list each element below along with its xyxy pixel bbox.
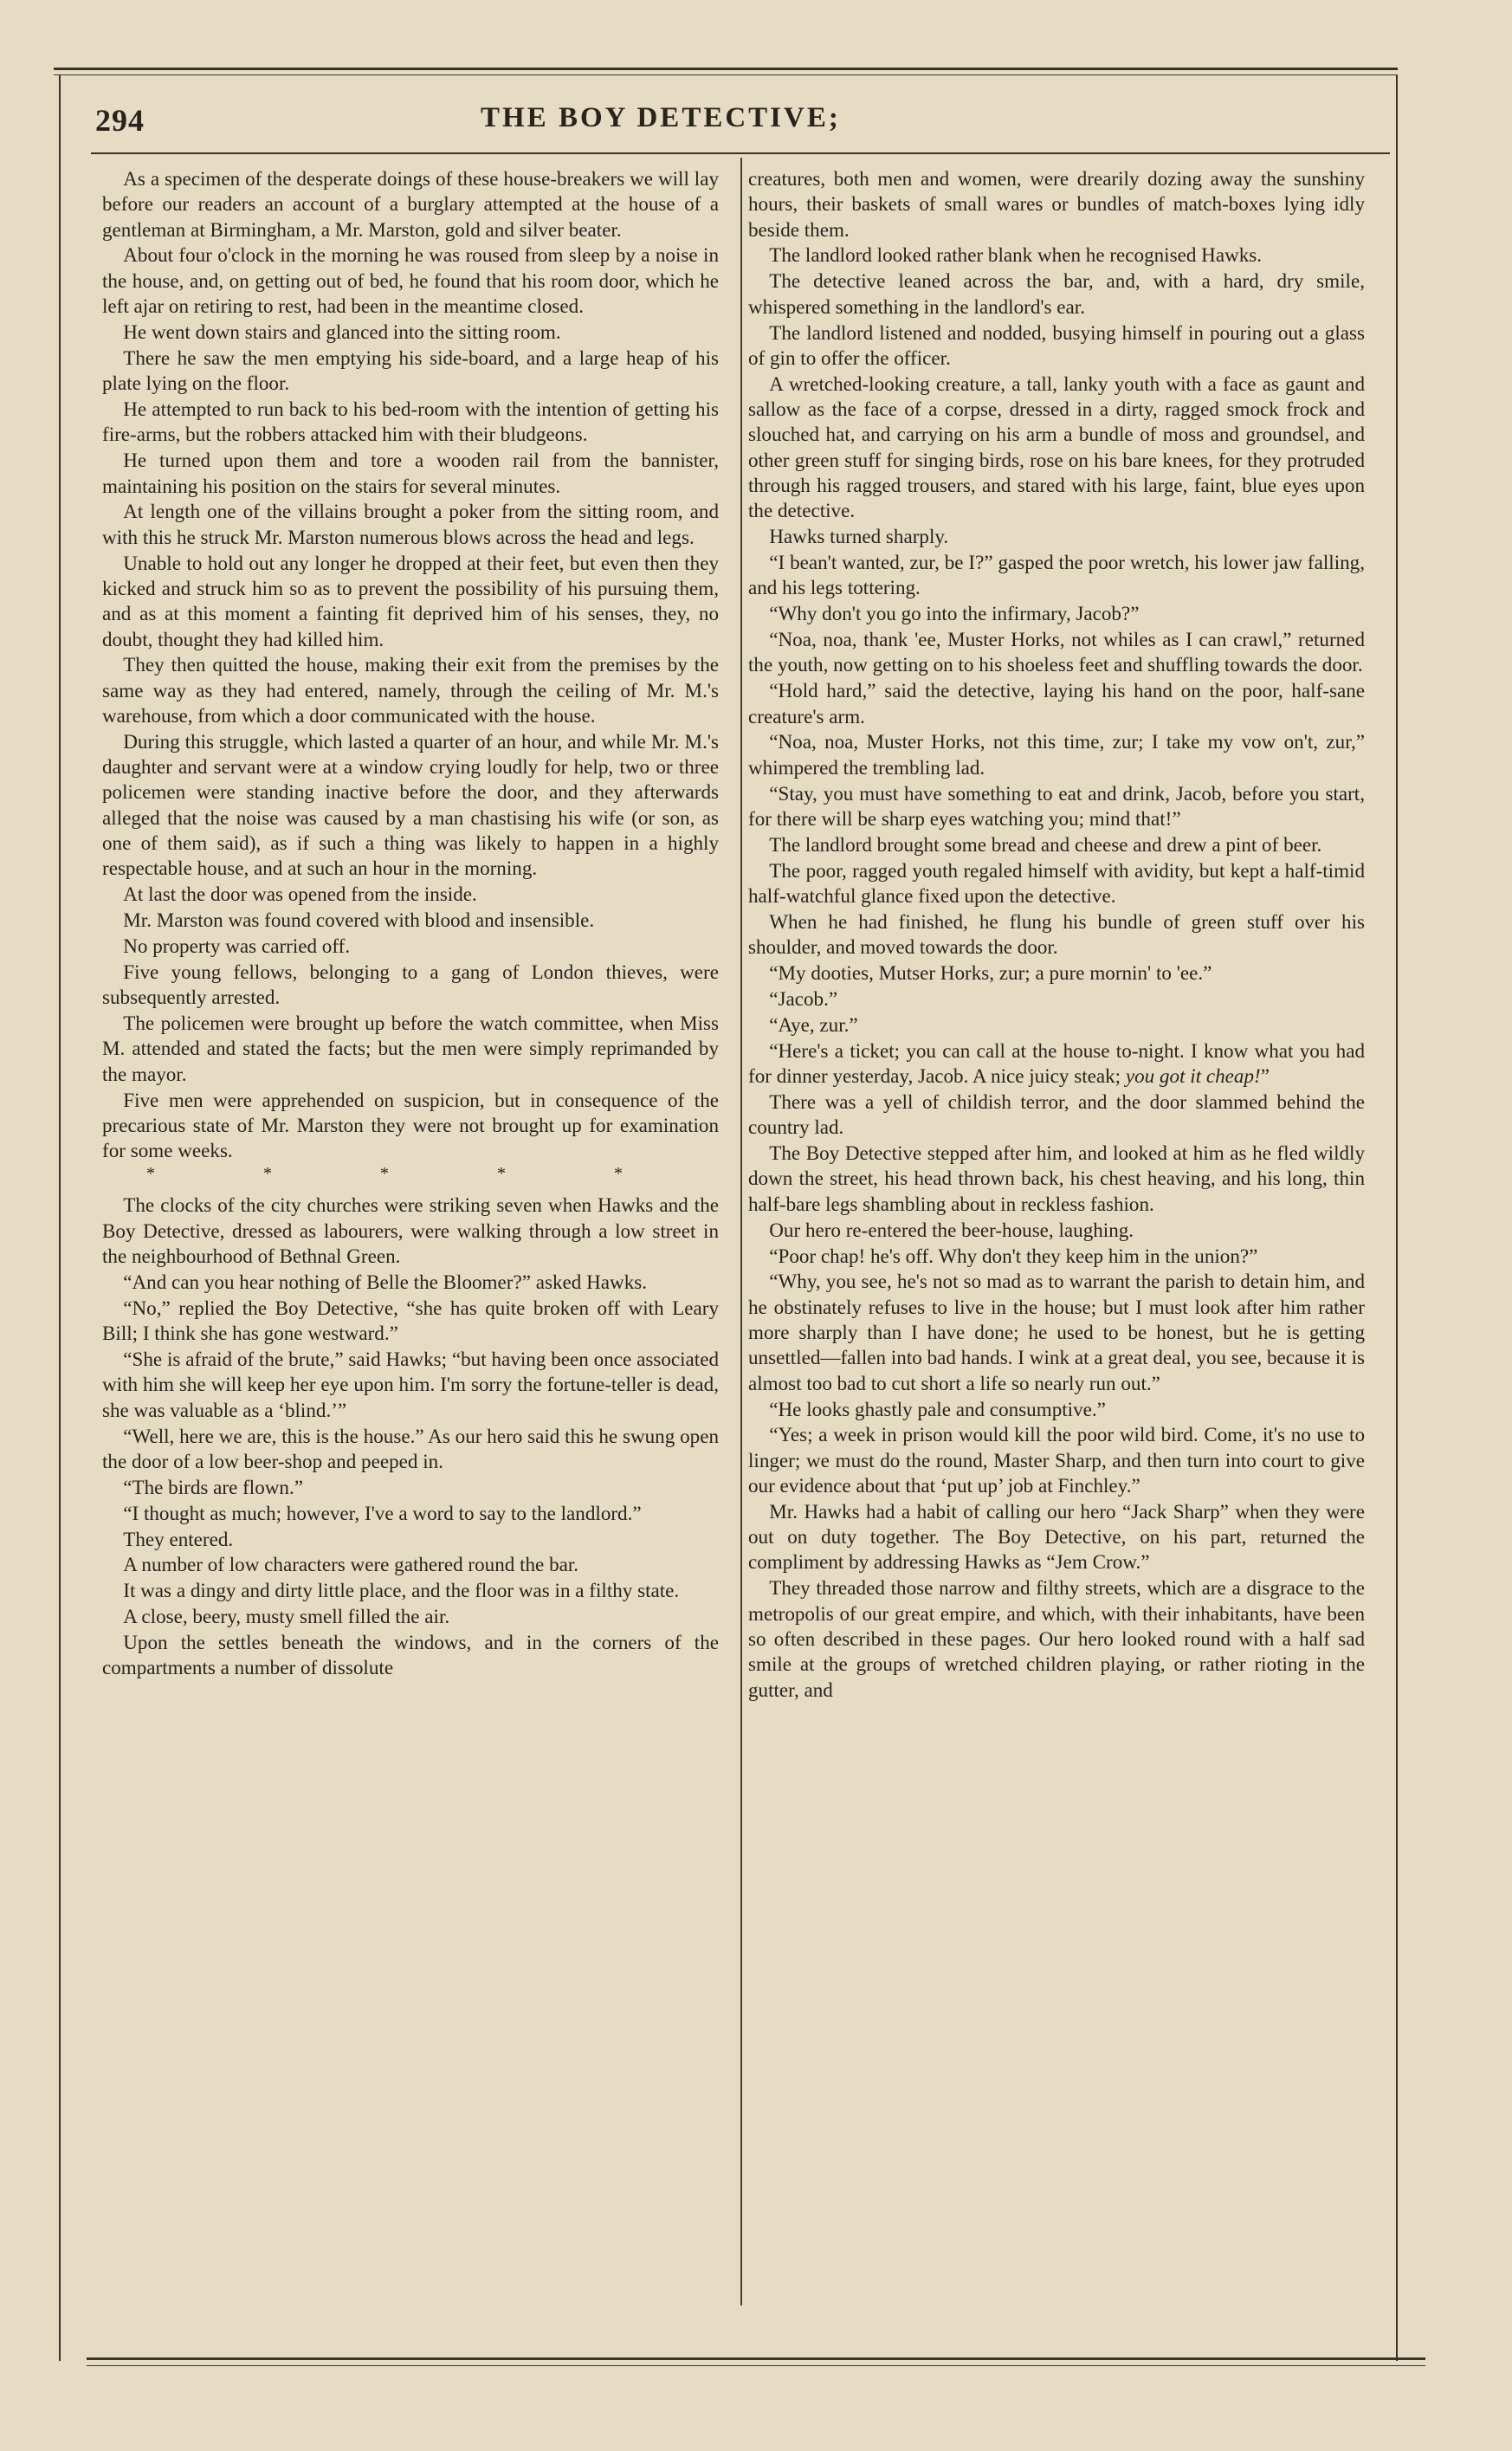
paragraph: Upon the settles beneath the windows, and in the corners of the compartments a number of dissolute [102,1631,719,1679]
paragraph: At last the door was opened from the inside. [123,883,477,906]
paragraph: The Boy Detective stepped after him, and looked at him as he fled wildly down the street, his head thrown back, his chest heaving, and his long, thin half-bare legs shambling about in reckless fashion. [748,1141,1365,1215]
paragraph-ticket [748,1038,1365,1090]
paragraph: “And can you hear nothing of Belle the Bloomer?” asked Hawks. [123,1270,647,1293]
paragraph: “Yes; a week in prison would kill the poor wild bird. Come, it's no use to linger; we must do the round, Master Sharp, and then turn into court to give our evidence about that ‘put up’ job at Finchley.” [748,1423,1365,1497]
paragraph: “Hold hard,” said the detective, laying his hand on the poor, half-sane creature's arm. [748,679,1365,728]
paragraph: “No,” replied the Boy Detective, “she has quite broken off with Leary Bill; I think she has gone westward.” [102,1296,719,1345]
paragraph: They entered. [123,1527,234,1550]
paragraph: It was a dingy and dirty little place, and the floor was in a filthy state. [123,1579,680,1602]
paragraph: “Poor chap! he's off. Why don't they keep him in the union?” [769,1244,1258,1267]
top-border-rule [54,68,1398,70]
paragraph: Mr. Marston was found covered with blood and insensible. [123,909,595,932]
paragraph: The landlord listened and nodded, busying himself in pouring out a glass of gin to offer the officer. [748,320,1365,369]
paragraph: When he had finished, he flung his bundle of green stuff over his shoulder, and moved towards the door. [748,909,1365,959]
paragraph: A close, beery, musty smell filled the air. [123,1605,450,1628]
paragraph: “Why, you see, he's not so mad as to warrant the parish to detain him, and he obstinately refuses to live in the house; but I must look after him rather more sharply than I have done; he used to be honest, but he is getting unsettled—fallen into bad hands. I wink at a great deal, you see, because it is almost too bad to cut short a life so nearly run out.” [748,1270,1365,1394]
paragraph: “Stay, you must have something to eat and drink, Jacob, before you start, for there will be sharp eyes watching you; mind that!” [748,781,1365,830]
paragraph: During this struggle, which lasted a quarter of an hour, and while Mr. M.'s daughter and servant were at a window crying loudly for help, two or three policemen were standing inactive before the door, and they afterwards alleged that the noise was caused by a man chastising his wife (or son, as one of them said), as if such a thing was likely to happen in a highly respectable house, and at such an hour in the morning. [102,729,719,880]
left-column [102,166,719,1681]
paragraph: “My dooties, Mutser Horks, zur; a pure mornin' to 'ee.” [769,961,1212,985]
column-divider [740,158,742,2305]
paragraph: There he saw the men emptying his side-board, and a large heap of his plate lying on the floor. [102,346,719,395]
paragraph: At length one of the villains brought a poker from the sitting room, and with this he struck Mr. Marston numerous blows across the head and legs. [102,500,719,548]
paragraph: A wretched-looking creature, a tall, lanky youth with a face as gaunt and sallow as the face of a corpse, dressed in a dirty, ragged smock frock and slouched hat, and carrying on his arm a bundle of moss and groundsel, and other green stuff for singing birds, rose on his bare knees, for they protruded through his ragged trousers, and stared with his large, faint, blue eyes upon the detective. [748,372,1365,522]
paragraph: The poor, ragged youth regaled himself with avidity, but kept a half-timid half-watchful glance fixed upon the detective. [748,858,1365,908]
paragraph: Our hero re-entered the beer-house, laughing. [769,1218,1134,1241]
paragraph: “Jacob.” [769,987,838,1010]
running-head: THE BOY DETECTIVE; [481,102,841,133]
paragraph: “She is afraid of the brute,” said Hawks; “but having been once associated with him she will keep her eye upon him. I'm sorry the fortune-teller is dead, she was valuable as a ‘blind.’” [102,1348,719,1421]
bottom-border-rule [87,2357,1425,2360]
paragraph: There was a yell of childish terror, and the door slammed behind the country lad. [748,1090,1365,1139]
paragraph: As a specimen of the desperate doings of these house-breakers we will lay before our readers an account of a burglary attempted at the house of a gentleman at Birmingham, a Mr. Marston, gold and silver beater. [102,167,719,241]
paragraph: About four o'clock in the morning he was roused from sleep by a noise in the house, and, on getting out of bed, he found that his room door, which he left ajar on retiring to rest, had been in the meantime closed. [102,243,719,318]
paragraph: Five men were apprehended on suspicion, but in consequence of the precarious state of Mr. Marston they were not brought up for examination for some weeks. [102,1088,719,1162]
paragraph: “Well, here we are, this is the house.” As our hero said this he swung open the door of a low beer-shop and peeped in. [102,1424,719,1472]
paragraph: The detective leaned across the bar, and, with a hard, dry smile, whispered something in the landlord's ear. [748,269,1365,318]
paragraph: “Aye, zur.” [769,1012,858,1036]
paragraph: “He looks ghastly pale and consumptive.” [769,1397,1106,1420]
bottom-border-rule-inner [87,2365,1425,2366]
paragraph: “Noa, noa, Muster Horks, not this time, zur; I take my vow on't, zur,” whimpered the trembling lad. [748,730,1365,779]
paragraph: He attempted to run back to his bed-room with the intention of getting his fire-arms, but the robbers attacked him with their bludgeons. [102,398,719,446]
paragraph: The policemen were brought up before the watch committee, when Miss M. attended and stated the facts; but the men were simply reprimanded by the mayor. [102,1012,719,1085]
paragraph: The landlord looked rather blank when he recognised Hawks. [769,243,1263,267]
paragraph: “The birds are flown.” [123,1475,304,1498]
paragraph: The clocks of the city churches were striking seven when Hawks and the Boy Detective, dressed as labourers, were walking through a low street in the neighbourhood of Bethnal Green. [102,1193,719,1268]
paragraph: No property was carried off. [123,934,351,958]
right-column [748,166,1365,1703]
paragraph: “I thought as much; however, I've a word to say to the landlord.” [123,1501,642,1524]
ticket-close-quote: ” [1260,1064,1270,1088]
page-number: 294 [95,103,145,138]
section-separator: * * * * * [146,1164,675,1184]
left-border-rule [59,74,61,2361]
paragraph: The landlord brought some bread and cheese and drew a pint of beer. [769,832,1322,856]
right-border-rule [1396,74,1398,2361]
ticket-text: “Here's a ticket; you can call at the house to-night. I know what you had for dinner yesterday, Jacob. A nice juicy steak; [748,1038,1365,1088]
header-rule [91,152,1390,154]
paragraph-continued: creatures, both men and women, were drearily dozing away the sunshiny hours, their baskets of small wares or bundles of match-boxes lying idly beside them. [748,167,1365,241]
paragraph: A number of low characters were gathered round the bar. [123,1553,579,1576]
paragraph: Unable to hold out any longer he dropped at their feet, but even then they kicked and struck him so as to prevent the possibility of his pursuing them, and as at this moment a fainting fit deprived him of his senses, they, no doubt, thought they had killed him. [102,551,719,650]
paragraph: Five young fellows, belonging to a gang of London thieves, were subsequently arrested. [102,960,719,1009]
ticket-italic-text: you got it cheap! [1125,1064,1261,1088]
paragraph: “Why don't you go into the infirmary, Jacob?” [769,602,1140,625]
paragraph: They threaded those narrow and filthy streets, which are a disgrace to the metropolis of our great empire, and which, with their inhabitants, have been so often described in these pages. Our hero looked round with a half sad smile at the groups of wretched children playing, or rather rioting in the gutter, and [748,1576,1365,1701]
paragraph: “I bean't wanted, zur, be I?” gasped the poor wretch, his lower jaw falling, and his legs tottering. [748,551,1365,599]
paragraph: He went down stairs and glanced into the sitting room. [123,320,561,343]
top-border-rule-inner [54,74,1398,75]
paragraph: Mr. Hawks had a habit of calling our hero “Jack Sharp” when they were out on duty together. The Boy Detective, on his part, returned the compliment by addressing Hawks as “Jem Crow.” [748,1499,1365,1574]
paragraph: Hawks turned sharply. [769,525,949,548]
paragraph: They then quitted the house, making their exit from the premises by the same way as they had entered, namely, through the ceiling of Mr. M.'s warehouse, from which a door communicated with the house. [102,653,719,727]
paragraph: He turned upon them and tore a wooden rail from the bannister, maintaining his position on the stairs for several minutes. [102,449,719,497]
paragraph: “Noa, noa, thank 'ee, Muster Horks, not whiles as I can crawl,” returned the youth, now getting on to his shoeless feet and shuffling towards the door. [748,628,1365,676]
